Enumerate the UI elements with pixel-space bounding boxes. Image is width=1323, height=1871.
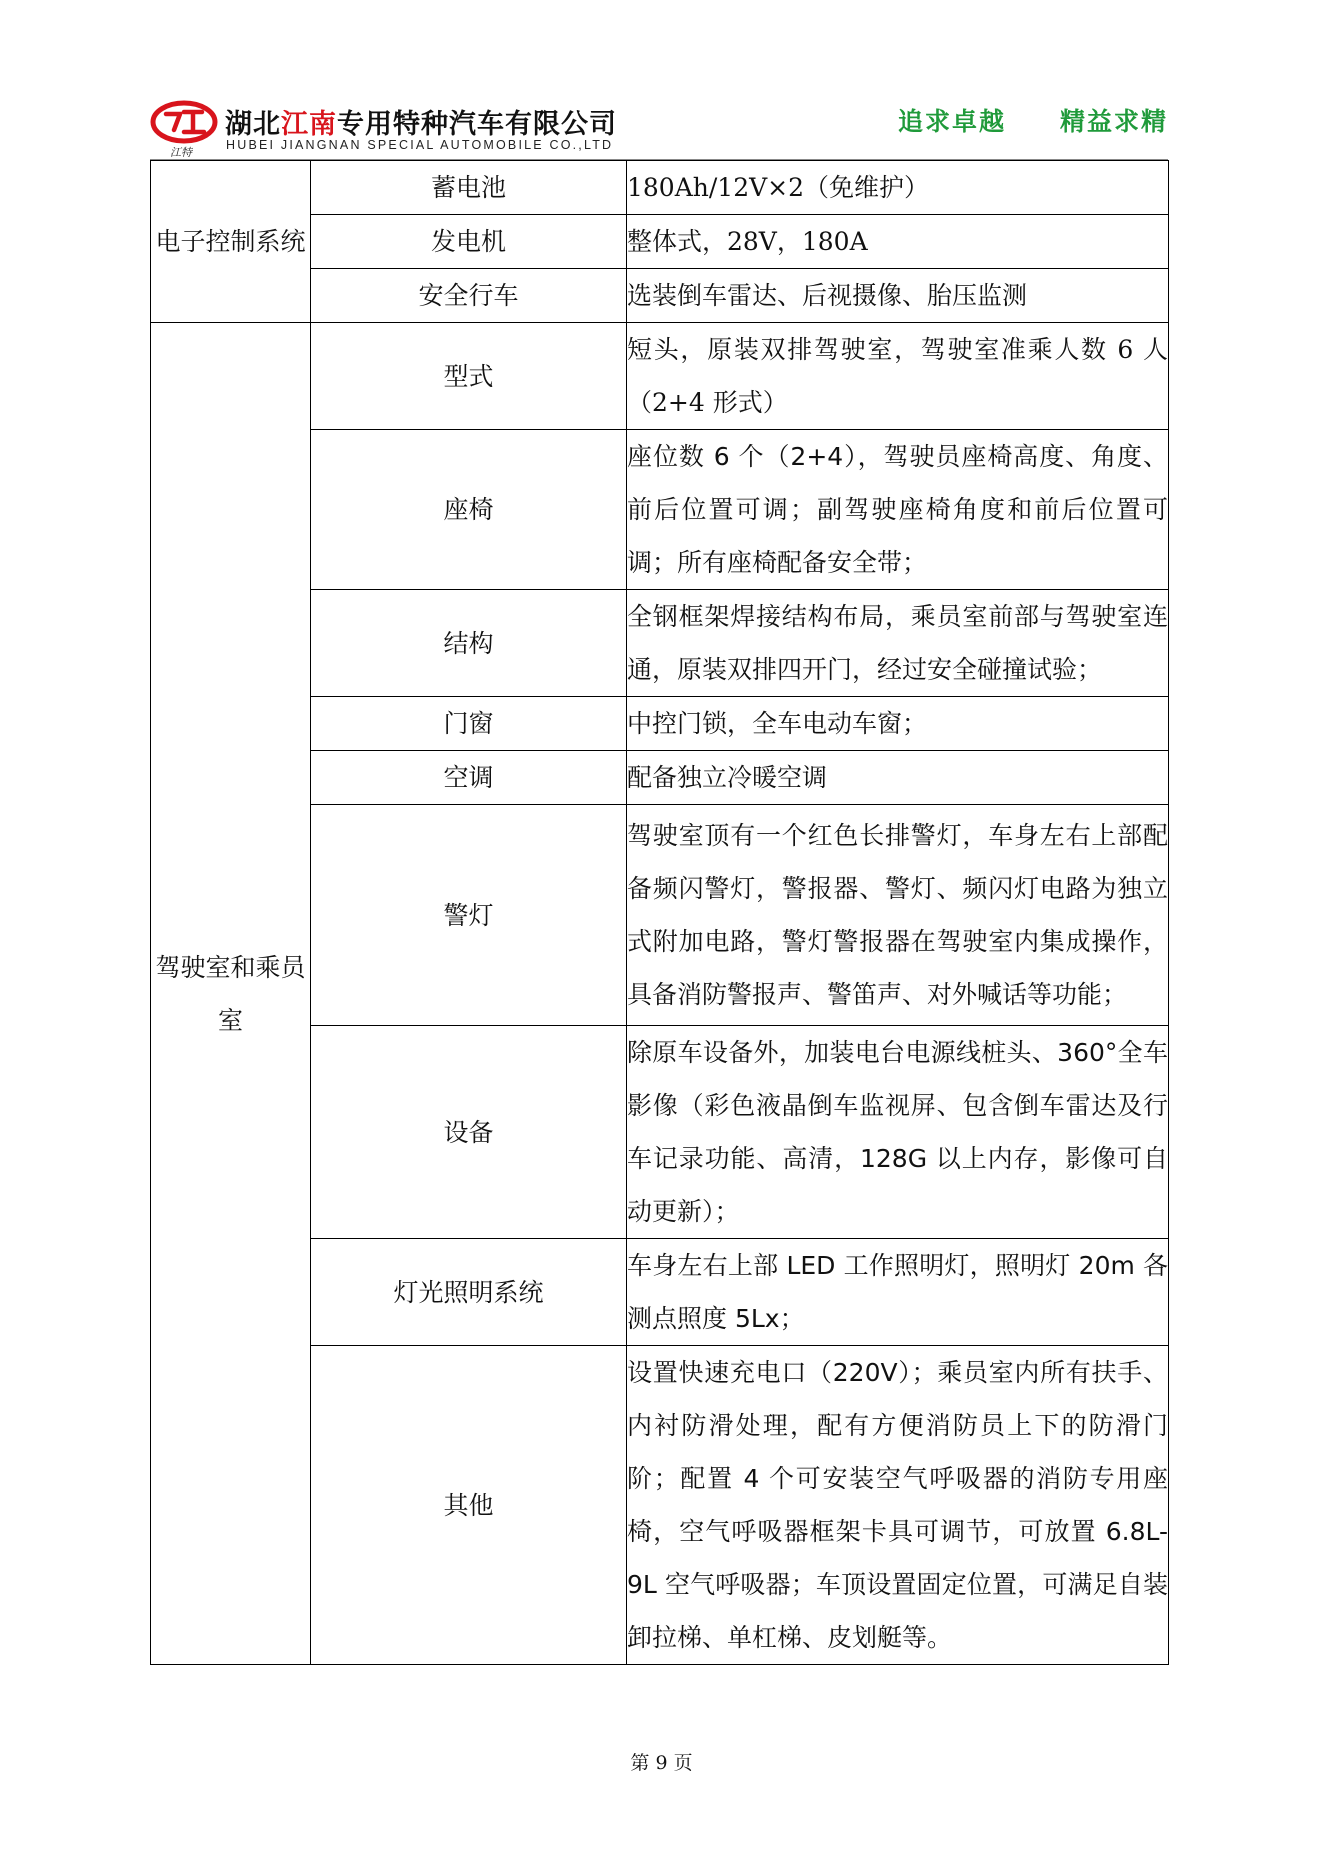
item-cell: 安全行车	[311, 269, 627, 323]
item-cell: 设备	[311, 1026, 627, 1239]
desc-cell: 驾驶室顶有一个红色长排警灯，车身左右上部配备频闪警灯，警报器、警灯、频闪灯电路为独立式附加电路，警灯警报器在驾驶室内集成操作，具备消防警报声、警笛声、对外喊话等功能；	[627, 805, 1169, 1026]
table-row	[151, 161, 1169, 215]
item-cell: 座椅	[311, 430, 627, 590]
item-cell: 灯光照明系统	[311, 1239, 627, 1346]
item-cell: 蓄电池	[311, 161, 627, 215]
spec-table	[150, 160, 1169, 1665]
slogan-left: 追求卓越	[898, 107, 1007, 136]
desc-cell: 整体式，28V，180A	[627, 215, 1169, 269]
item-cell: 其他	[311, 1346, 627, 1665]
page-number: 第 9 页	[630, 1752, 693, 1774]
desc-cell: 设置快速充电口（220V）；乘员室内所有扶手、内衬防滑处理，配有方便消防员上下的防滑门阶；配置 4 个可安装空气呼吸器的消防专用座椅，空气呼吸器框架卡具可调节，可放置 6.8L-9L 空气呼吸器；车顶设置固定位置，可满足自装卸拉梯、单杠梯、皮划艇等。	[627, 1346, 1169, 1665]
item-cell: 空调	[311, 751, 627, 805]
category-cell: 驾驶室和乘员室	[151, 323, 311, 1665]
table-row	[151, 323, 1169, 430]
desc-cell: 配备独立冷暖空调	[627, 751, 1169, 805]
company-name-cn	[225, 102, 617, 141]
page-header	[150, 98, 1170, 158]
company-name-suffix: 专用特种汽车有限公司	[337, 109, 617, 140]
desc-cell: 中控门锁，全车电动车窗；	[627, 697, 1169, 751]
item-cell: 门窗	[311, 697, 627, 751]
desc-cell: 除原车设备外，加装电台电源线桩头、360°全车影像（彩色液晶倒车监视屏、包含倒车雷达及行车记录功能、高清，128G 以上内存，影像可自动更新）；	[627, 1026, 1169, 1239]
item-cell: 结构	[311, 590, 627, 697]
item-cell: 警灯	[311, 805, 627, 1026]
desc-cell: 座位数 6 个（2+4），驾驶员座椅高度、角度、前后位置可调；副驾驶座椅角度和前后位置可调；所有座椅配备安全带；	[627, 430, 1169, 590]
item-cell: 发电机	[311, 215, 627, 269]
company-name-highlight: 江南	[281, 109, 337, 140]
desc-cell: 车身左右上部 LED 工作照明灯，照明灯 20m 各测点照度 5Lx；	[627, 1239, 1169, 1346]
company-name-en: HUBEI JIANGNAN SPECIAL AUTOMOBILE CO.,LTD	[226, 138, 614, 152]
desc-cell: 180Ah/12V×2（免维护）	[627, 161, 1169, 215]
desc-cell: 选装倒车雷达、后视摄像、胎压监测	[627, 269, 1169, 323]
slogan-right: 精益求精	[1060, 107, 1169, 136]
desc-cell: 短头，原装双排驾驶室，驾驶室准乘人数 6 人（2+4 形式）	[627, 323, 1169, 430]
item-cell: 型式	[311, 323, 627, 430]
company-logo-icon	[150, 100, 218, 144]
brand-short-name: 江特	[170, 146, 192, 159]
category-cell: 电子控制系统	[151, 161, 311, 323]
company-name-prefix: 湖北	[225, 109, 281, 140]
desc-cell: 全钢框架焊接结构布局，乘员室前部与驾驶室连通，原装双排四开门，经过安全碰撞试验；	[627, 590, 1169, 697]
